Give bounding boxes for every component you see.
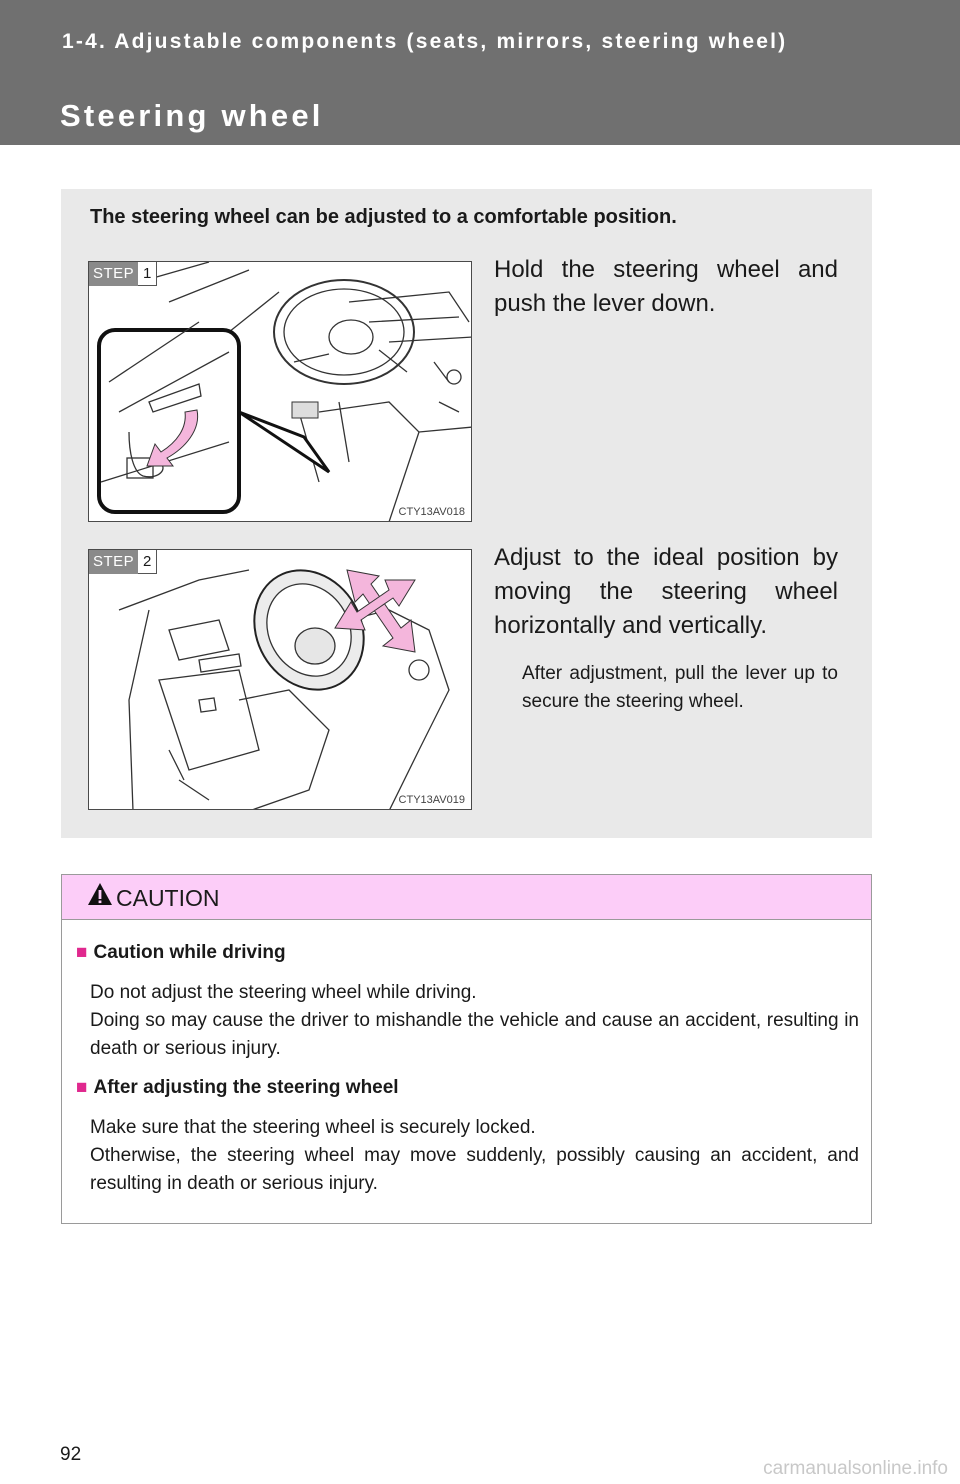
step-word: STEP	[89, 550, 138, 574]
page-header	[0, 0, 960, 145]
caution-item-title: ■ Caution while driving	[76, 942, 286, 963]
square-bullet-icon: ■	[76, 942, 88, 963]
step-number: 2	[138, 550, 157, 574]
step-number: 1	[138, 262, 157, 286]
caution-item-line: Otherwise, the steering wheel may move suddenly, possibly causing an accident, and resulting in death or serious injury.	[90, 1145, 859, 1194]
caution-box	[61, 874, 872, 1224]
step1-text: Hold the steering wheel and push the lever down.	[494, 256, 838, 317]
page-number: 92	[60, 1444, 82, 1465]
steering-adjust-illustration	[89, 550, 472, 810]
page-title: Steering wheel	[60, 98, 324, 133]
step-word: STEP	[89, 262, 138, 286]
figure-code: CTY13AV019	[398, 794, 465, 806]
watermark: carmanualsonline.info	[763, 1458, 948, 1479]
section-heading: 1-4. Adjustable components (seats, mirrors, steering wheel)	[62, 30, 788, 53]
caution-item-title: ■ After adjusting the steering wheel	[76, 1077, 399, 1098]
square-bullet-icon: ■	[76, 1077, 88, 1098]
step2-illustration	[88, 549, 472, 810]
caution-label: CAUTION	[116, 885, 220, 911]
caution-header	[62, 875, 871, 920]
warning-triangle-icon	[87, 881, 113, 907]
step-tag	[89, 262, 157, 286]
step2-text: Adjust to the ideal position by moving the steering wheel horizontally and vertically.	[494, 544, 838, 639]
caution-item-line: Do not adjust the steering wheel while driving.	[90, 982, 477, 1003]
step2-note: After adjustment, pull the lever up to secure the steering wheel.	[522, 663, 838, 712]
step1-illustration	[88, 261, 472, 522]
caution-item-line: Doing so may cause the driver to mishandle the vehicle and cause an accident, resulting in death or serious injury.	[90, 1010, 859, 1059]
intro-text: The steering wheel can be adjusted to a comfortable position.	[90, 206, 677, 228]
caution-item-line: Make sure that the steering wheel is securely locked.	[90, 1117, 536, 1138]
steering-lever-illustration	[89, 262, 472, 522]
figure-code: CTY13AV018	[398, 506, 465, 518]
step-tag	[89, 550, 157, 574]
